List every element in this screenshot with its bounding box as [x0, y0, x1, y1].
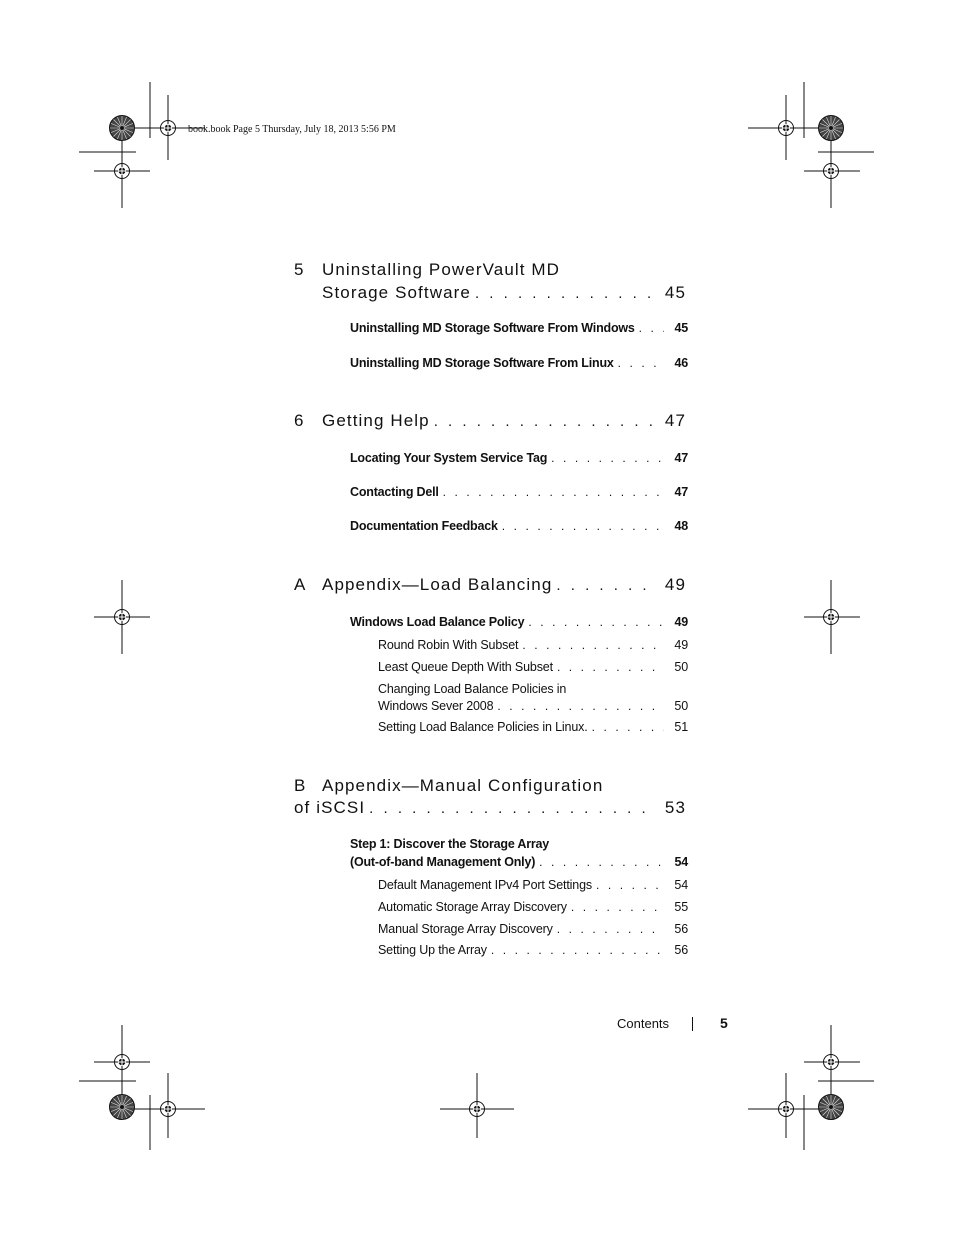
- toc-chapter-entry[interactable]: [294, 798, 686, 818]
- appendix-letter: B: [294, 776, 306, 795]
- dot-leader: [551, 451, 664, 465]
- toc-subsection-entry[interactable]: [378, 943, 688, 957]
- page-number: 48: [674, 519, 688, 533]
- subsection-title: Changing Load Balance Policies in: [378, 682, 567, 696]
- dot-leader: [528, 615, 664, 629]
- dot-leader: [434, 413, 654, 430]
- page-number: 56: [674, 943, 688, 957]
- toc-chapter-entry[interactable]: [322, 575, 686, 595]
- toc-chapter-entry[interactable]: [322, 283, 686, 303]
- appendix-letter: A: [294, 575, 306, 594]
- dot-leader: [369, 800, 654, 817]
- toc-section-entry[interactable]: [350, 451, 688, 465]
- toc-subsection-entry[interactable]: [378, 638, 688, 652]
- page-number: 47: [664, 411, 686, 430]
- subsection-title: Setting Up the Array: [378, 943, 487, 957]
- subsection-title: Round Robin With Subset: [378, 638, 519, 652]
- chapter-number: 5: [294, 260, 304, 279]
- dot-leader: [592, 720, 664, 734]
- toc-subsection-entry[interactable]: [378, 878, 688, 892]
- page-number: 50: [674, 660, 688, 674]
- toc-subsection-entry[interactable]: [378, 699, 688, 713]
- page-number: 47: [674, 451, 688, 465]
- toc-subsection-entry[interactable]: [378, 720, 688, 734]
- dot-leader: [556, 577, 654, 594]
- section-title: Documentation Feedback: [350, 519, 498, 533]
- page-number: 45: [674, 321, 688, 335]
- page-number: 55: [674, 900, 688, 914]
- footer-section-label: Contents: [617, 1016, 670, 1031]
- toc-subsection-entry[interactable]: [378, 922, 688, 936]
- page-number: 47: [674, 485, 688, 499]
- dot-leader: [522, 638, 664, 652]
- section-title: Uninstalling MD Storage Software From Windows: [350, 321, 635, 335]
- section-title: Locating Your System Service Tag: [350, 451, 548, 465]
- page-number: 49: [674, 638, 688, 652]
- footer-page-number: 5: [720, 1015, 728, 1031]
- toc-section-entry[interactable]: [350, 519, 688, 533]
- toc-subsection-entry[interactable]: [378, 660, 688, 674]
- dot-leader: [571, 900, 664, 914]
- subsection-title-continued: Windows Sever 2008: [378, 699, 494, 713]
- footer-divider: [692, 1017, 693, 1031]
- dot-leader: [443, 485, 664, 499]
- section-title: Uninstalling MD Storage Software From Linux: [350, 356, 614, 370]
- subsection-title: Setting Load Balance Policies in Linux.: [378, 720, 588, 734]
- section-title: Step 1: Discover the Storage Array: [350, 837, 550, 851]
- chapter-title: Uninstalling PowerVault MD: [322, 260, 561, 279]
- section-title: Contacting Dell: [350, 485, 439, 499]
- page-number: 49: [674, 615, 688, 629]
- toc-subsection-entry[interactable]: [378, 900, 688, 914]
- dot-leader: [557, 922, 664, 936]
- dot-leader: [491, 943, 664, 957]
- print-slug: book.book Page 5 Thursday, July 18, 2013 5:56 PM: [188, 124, 396, 135]
- subsection-title: Automatic Storage Array Discovery: [378, 900, 567, 914]
- page-number: 54: [674, 878, 688, 892]
- page-number: 53: [664, 798, 686, 817]
- toc-section-entry[interactable]: [350, 615, 688, 629]
- dot-leader: [539, 855, 664, 869]
- dot-leader: [475, 285, 654, 302]
- appendix-title: Appendix—Manual Configuration: [322, 776, 604, 795]
- toc-section-entry[interactable]: [350, 485, 688, 499]
- toc-section-entry[interactable]: [350, 321, 688, 335]
- dot-leader: [502, 519, 664, 533]
- dot-leader: [557, 660, 664, 674]
- page-number: 51: [674, 720, 688, 734]
- page-number: 56: [674, 922, 688, 936]
- toc-section-entry[interactable]: [350, 356, 688, 370]
- appendix-title-continued: of iSCSI: [294, 798, 366, 817]
- chapter-title: Getting Help: [322, 411, 430, 430]
- toc-section-entry[interactable]: [350, 855, 688, 869]
- chapter-title-continued: Storage Software: [322, 283, 471, 302]
- toc-chapter-entry[interactable]: [322, 411, 686, 431]
- dot-leader: [618, 356, 664, 370]
- subsection-title: Manual Storage Array Discovery: [378, 922, 553, 936]
- appendix-title: Appendix—Load Balancing: [322, 575, 553, 594]
- page-number: 45: [664, 283, 686, 302]
- dot-leader: [639, 321, 664, 335]
- dot-leader: [596, 878, 664, 892]
- section-title-continued: (Out-of-band Management Only): [350, 855, 536, 869]
- page-number: 49: [664, 575, 686, 594]
- page-number: 54: [674, 855, 688, 869]
- section-title: Windows Load Balance Policy: [350, 615, 525, 629]
- page-number: 46: [674, 356, 688, 370]
- subsection-title: Default Management IPv4 Port Settings: [378, 878, 593, 892]
- chapter-number: 6: [294, 411, 304, 430]
- subsection-title: Least Queue Depth With Subset: [378, 660, 553, 674]
- dot-leader: [497, 699, 664, 713]
- page-number: 50: [674, 699, 688, 713]
